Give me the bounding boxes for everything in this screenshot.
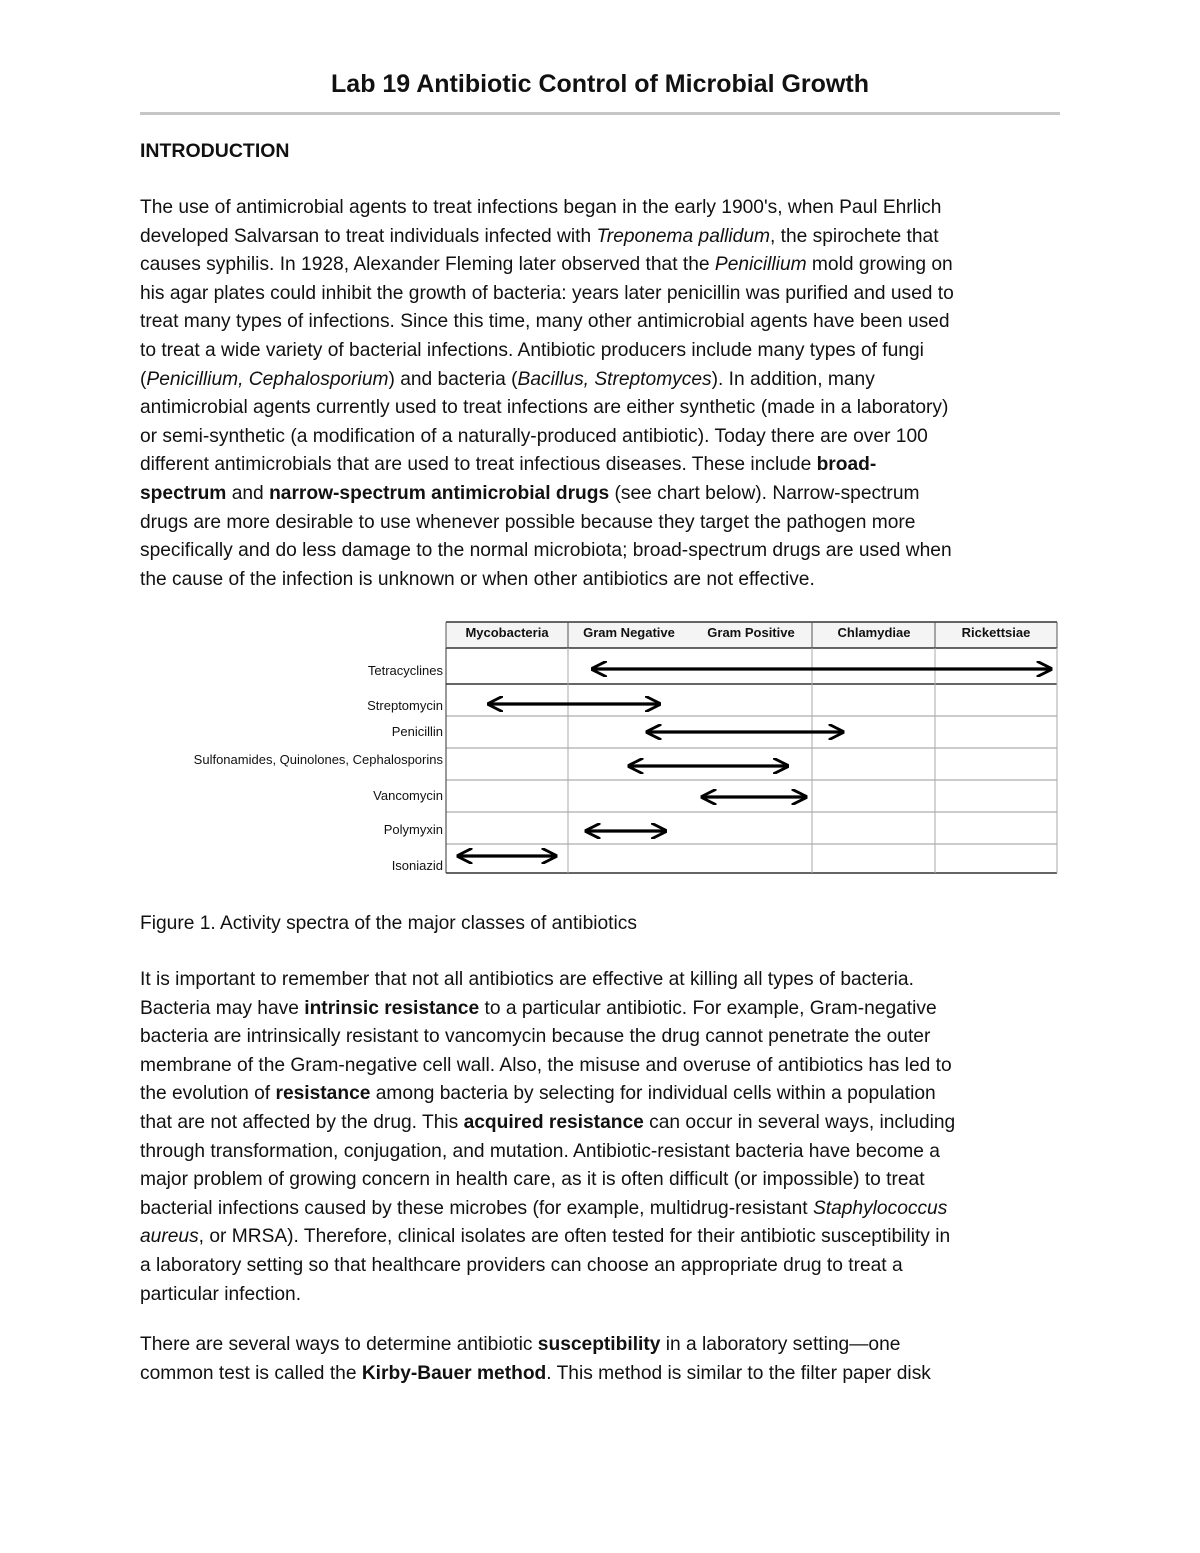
text-run: It is important to remember that not all antibiotics are effective at killing all types of bacteria.	[140, 969, 914, 990]
text-run: . This method is similar to the filter paper disk	[546, 1362, 931, 1384]
chart-row-label: Vancomycin	[373, 788, 443, 803]
italic-term: Staphylococcus	[812, 1197, 948, 1219]
text-run: , the spirochete that	[770, 225, 939, 247]
text-line	[140, 509, 1065, 538]
text-line	[140, 1166, 1065, 1195]
intro-paragraph	[140, 194, 1065, 594]
text-line	[140, 423, 1065, 452]
text-line	[140, 223, 1065, 252]
text-line	[140, 251, 1065, 280]
text-run: to treat a wide variety of bacterial infections. Antibiotic producers include many types of fungi	[140, 339, 924, 361]
bold-term: resistance	[275, 1083, 371, 1105]
text-run: (	[140, 368, 147, 390]
antibiotic-spectra-chart	[155, 618, 1065, 885]
text-run: to a particular antibiotic. For example, Gram-negative	[479, 997, 937, 1019]
text-run: The use of antimicrobial agents to treat infections began in the early 1900's, when Paul Ehrlich	[140, 197, 942, 218]
section-heading: INTRODUCTION	[140, 140, 290, 162]
text-run: that are not affected by the drug. This	[140, 1111, 464, 1133]
text-line	[140, 194, 1065, 223]
text-line	[140, 1223, 1065, 1252]
figure-caption: Figure 1. Activity spectra of the major classes of antibiotics	[140, 913, 637, 934]
bold-term: narrow-spectrum antimicrobial drugs	[269, 482, 610, 504]
chart-row-label: Polymyxin	[383, 822, 443, 837]
text-line	[140, 280, 1065, 309]
text-line	[140, 1052, 1065, 1081]
italic-term: Penicillium, Cephalosporium	[146, 368, 389, 390]
text-run: , or MRSA). Therefore, clinical isolates are often tested for their antibiotic susceptibility in	[198, 1226, 951, 1248]
text-line	[140, 1109, 1065, 1138]
text-line	[140, 366, 1065, 395]
bold-term: Kirby-Bauer method	[361, 1362, 547, 1384]
text-run: membrane of the Gram-negative cell wall. Also, the misuse and overuse of antibiotics has led to	[140, 1054, 952, 1076]
bold-term: acquired resistance	[463, 1111, 644, 1133]
text-run: mold growing on	[806, 254, 953, 276]
chart-svg	[155, 618, 1065, 880]
text-line	[140, 966, 1065, 995]
chart-column-header: Chlamydiae	[837, 625, 911, 640]
text-run: different antimicrobials that are used to treat infectious diseases. These include	[140, 454, 817, 476]
text-run: can occur in several ways, including	[643, 1111, 956, 1133]
chart-column-header: Gram Negative	[583, 625, 675, 640]
text-line	[140, 1331, 1065, 1360]
text-line	[140, 1252, 1065, 1281]
text-line	[140, 337, 1065, 366]
text-run: a laboratory setting so that healthcare providers can choose an appropriate drug to treat a	[140, 1254, 903, 1276]
chart-column-header: Rickettsiae	[961, 625, 1031, 640]
text-line	[140, 537, 1065, 566]
chart-row-label: Tetracyclines	[367, 663, 443, 678]
text-run: There are several ways to determine antibiotic	[140, 1334, 538, 1355]
text-line	[140, 480, 1065, 509]
resistance-paragraph	[140, 966, 1065, 1309]
italic-term: Penicillium	[714, 254, 807, 276]
text-run: through transformation, conjugation, and mutation. Antibiotic-resistant bacteria have become a	[140, 1140, 940, 1162]
chart-row-label: Streptomycin	[367, 698, 443, 713]
text-line	[140, 566, 1065, 595]
text-run: among bacteria by selecting for individual cells within a population	[370, 1083, 936, 1105]
text-run: developed Salvarsan to treat individuals infected with	[140, 225, 597, 247]
text-run: drugs are more desirable to use whenever possible because they target the pathogen more	[140, 511, 916, 533]
text-line	[140, 394, 1065, 423]
text-run: major problem of growing concern in health care, as it is often difficult (or impossible) to treat	[140, 1169, 925, 1191]
bold-term: intrinsic resistance	[304, 997, 480, 1019]
susceptibility-paragraph	[140, 1331, 1065, 1388]
text-run: common test is called the	[140, 1362, 362, 1384]
italic-term: Bacillus, Streptomyces	[517, 368, 712, 390]
text-line	[140, 1138, 1065, 1167]
text-run: treat many types of infections. Since this time, many other antimicrobial agents have been used	[140, 311, 950, 333]
text-run: causes syphilis. In 1928, Alexander Fleming later observed that the	[140, 254, 715, 276]
bold-term: spectrum	[140, 482, 227, 504]
chart-column-header: Mycobacteria	[465, 625, 549, 640]
text-run: bacterial infections caused by these microbes (for example, multidrug-resistant	[140, 1197, 813, 1219]
bold-term: broad-	[816, 454, 877, 476]
text-line	[140, 451, 1065, 480]
text-line	[140, 1195, 1065, 1224]
text-run: specifically and do less damage to the normal microbiota; broad-spectrum drugs are used when	[140, 540, 952, 562]
text-line	[140, 1281, 1065, 1310]
text-run: in a laboratory setting—one	[660, 1334, 901, 1355]
bold-term: susceptibility	[537, 1334, 661, 1355]
text-run: Bacteria may have	[140, 997, 305, 1019]
text-run: the evolution of	[140, 1083, 276, 1105]
text-run: (see chart below). Narrow-spectrum	[609, 482, 920, 504]
document-title: Lab 19 Antibiotic Control of Microbial Growth	[331, 70, 869, 98]
chart-row-label: Isoniazid	[391, 858, 443, 873]
text-run: his agar plates could inhibit the growth of bacteria: years later penicillin was purified and used to	[140, 282, 954, 304]
chart-column-header: Gram Positive	[707, 625, 795, 640]
chart-row-label: Sulfonamides, Quinolones, Cephalosporins	[193, 752, 443, 767]
text-run: and	[226, 482, 270, 504]
text-run: particular infection.	[140, 1283, 302, 1305]
text-run: the cause of the infection is unknown or when other antibiotics are not effective.	[140, 568, 815, 590]
text-line	[140, 308, 1065, 337]
text-run: ) and bacteria (	[388, 368, 518, 390]
italic-term: Treponema pallidum	[596, 225, 770, 247]
text-run: or semi-synthetic (a modification of a naturally-produced antibiotic). Today there are over 100	[140, 425, 928, 447]
text-run: bacteria are intrinsically resistant to vancomycin because the drug cannot penetrate the outer	[140, 1026, 931, 1048]
text-line	[140, 1080, 1065, 1109]
text-line	[140, 1023, 1065, 1052]
chart-row-label: Penicillin	[391, 724, 443, 739]
text-run: ). In addition, many	[711, 368, 875, 390]
italic-term: aureus	[140, 1226, 199, 1248]
text-line	[140, 995, 1065, 1024]
title-divider	[140, 112, 1060, 115]
text-line	[140, 1360, 1065, 1389]
text-run: antimicrobial agents currently used to treat infections are either synthetic (made in a laboratory)	[140, 397, 949, 419]
